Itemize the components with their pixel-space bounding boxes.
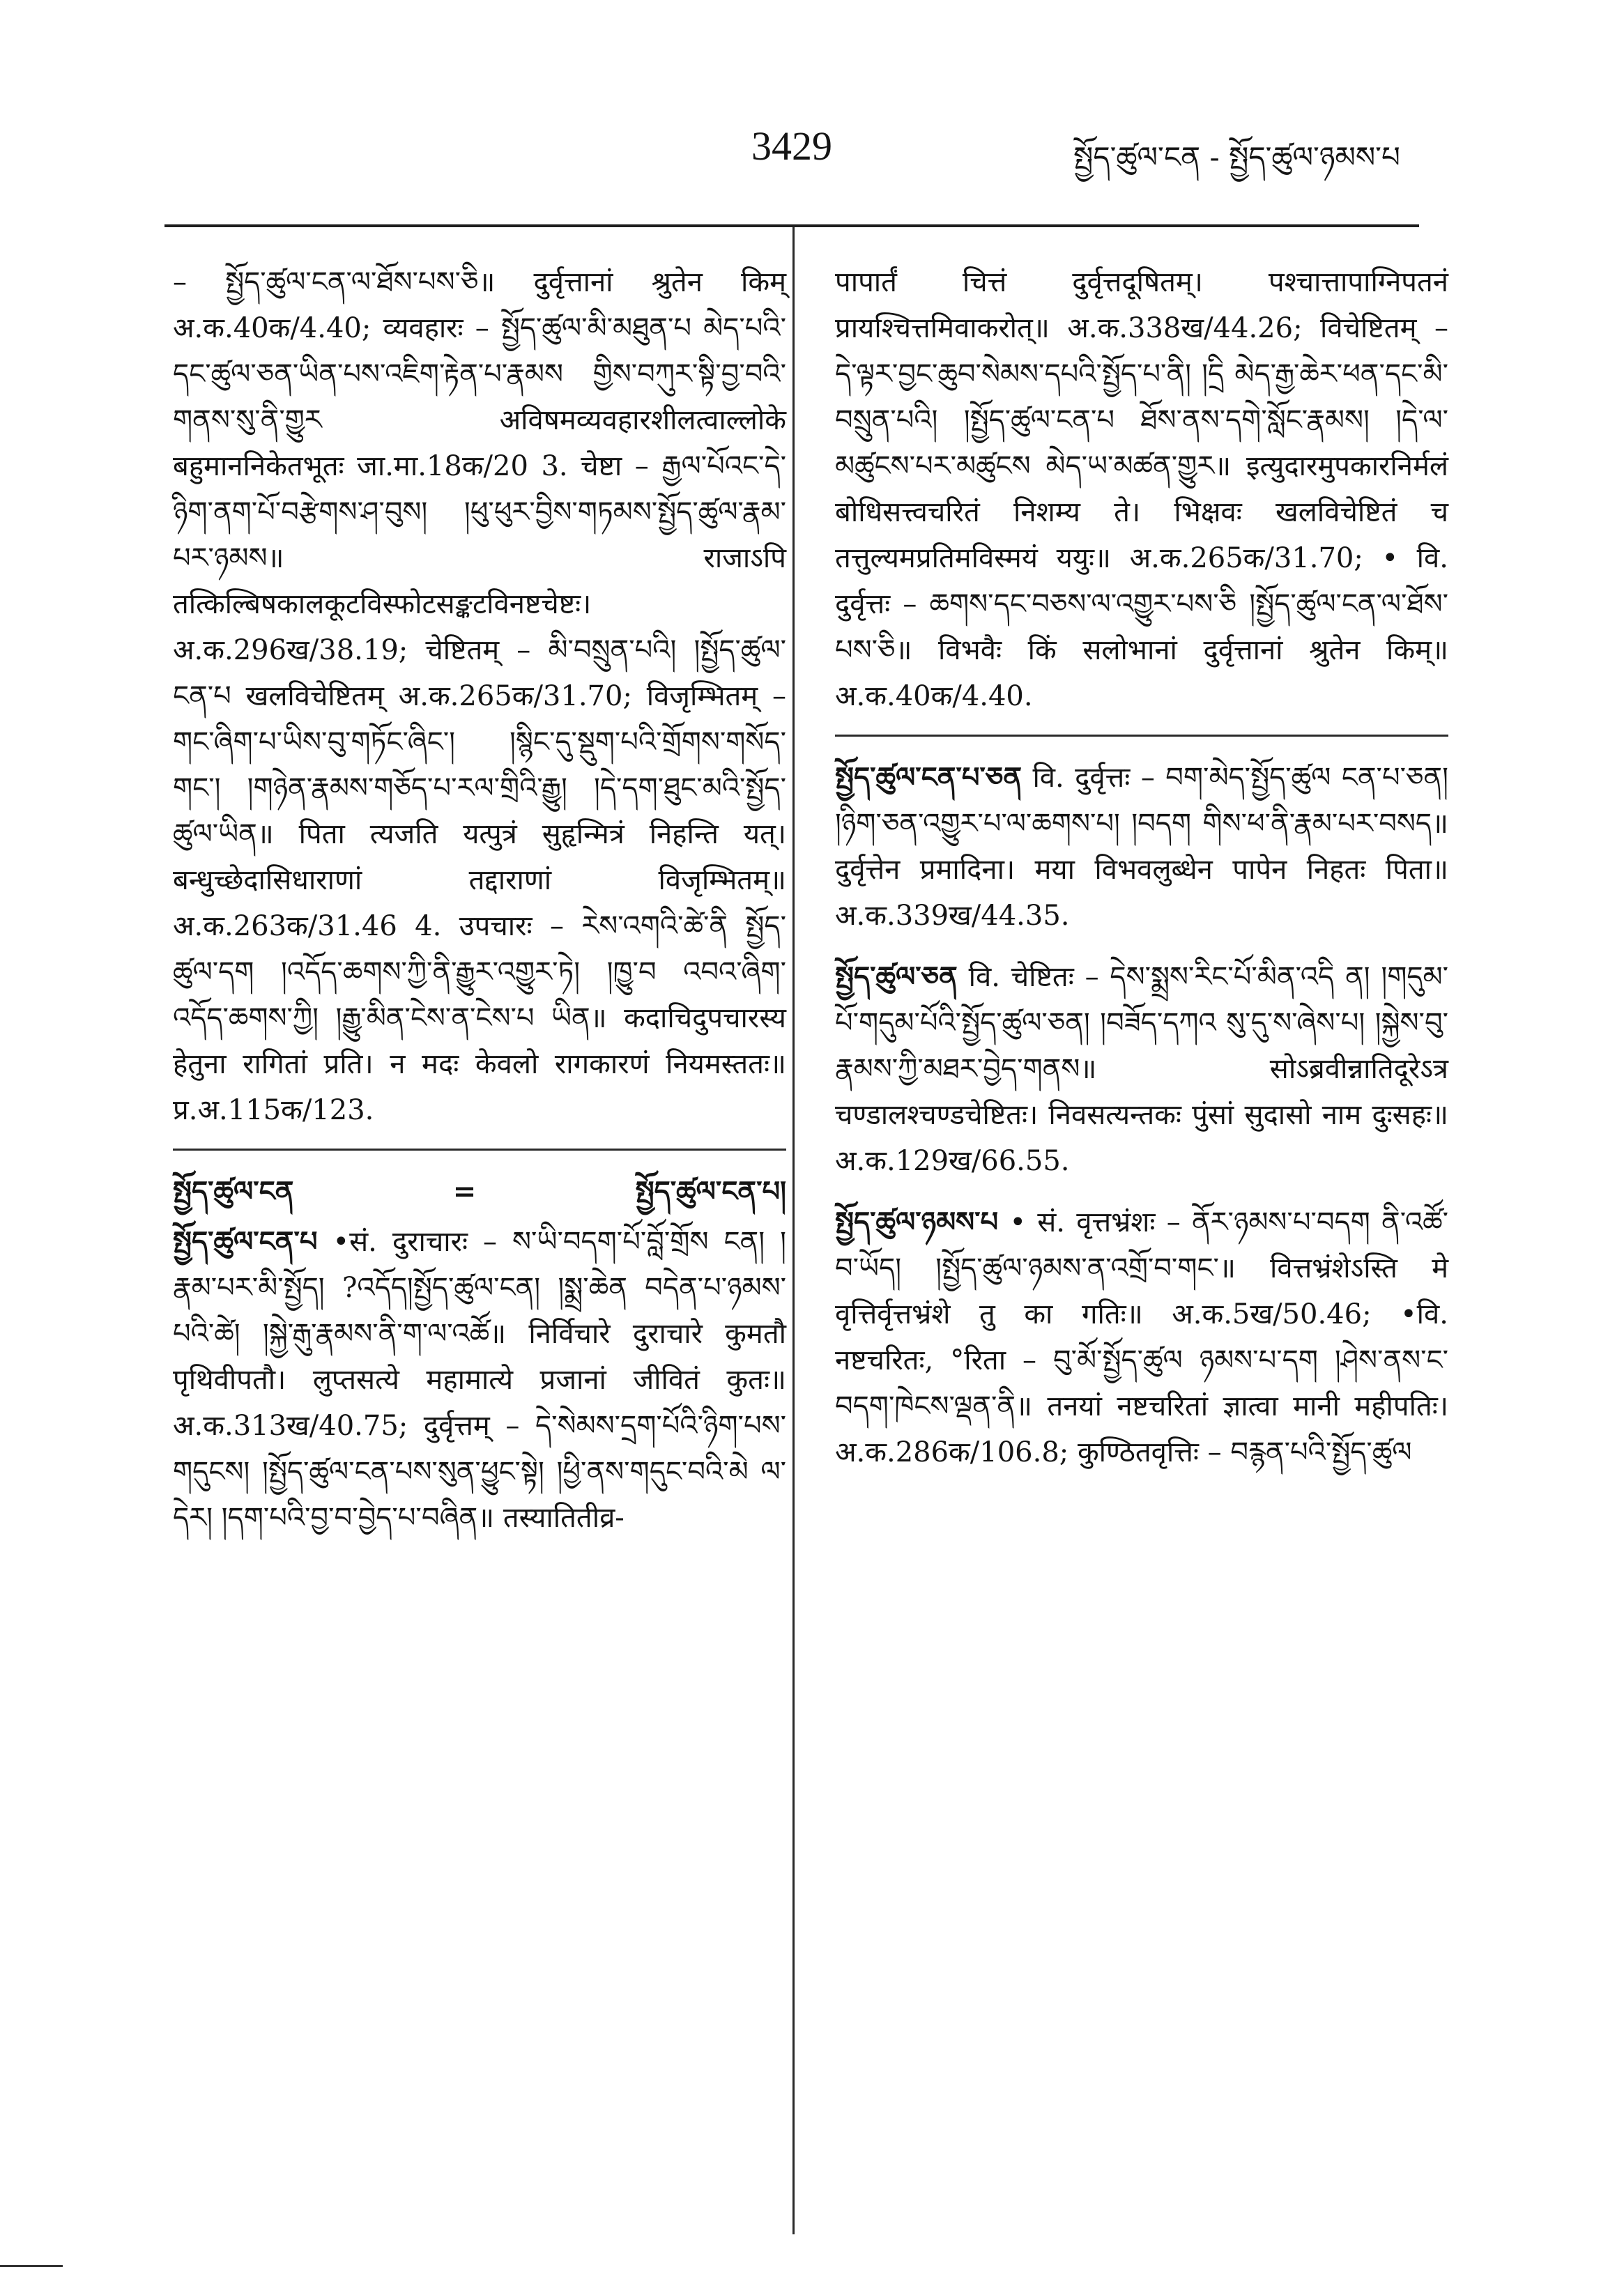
entry-text: – སྤྱོད་ཚུལ་ངན་ལ་ཐོས་པས་ཅི॥ दुर्वृत्तानां श्रुतेन किम् अ.क.40क/4.40; व्यवहारः – སྤྱོད་ཚུལ་མི་མཐུན་པ མེད་པའི་དང་ཚུལ་ཅན་ཡིན་པས་འཇིག་རྟེན་པ་རྣམས གྱིས་བཀུར་སྟི་བྱ་བའི་གནས་སུ་ནི་གྱུར अविषमव्यवहारशीलत्वाल्लोके बहुमाननिकेतभूतः जा.मा.18क/20 3. चेष्टा – རྒྱལ་པོའང་དེ་ཉིག་ནག་པོ་བརྩེགས་ཤ་བུས། །ཕུ་ཕུར་བྱིས་གཏམས་སྤྱོད་ཚུལ་རྣམ་པར་ཉམས॥ राजाऽपि तत्किल्बिषकालकूटविस्फोटसङ्कटविनष्टचेष्टः। अ.क.296ख/38.19; चेष्टितम् – མི་བསྲུན་པའི། །སྤྱོད་ཚུལ་ངན་པ खलविचेष्टितम् अ.क.265क/31.70; विजृम्भितम् – གང་ཞིག་པ་ཡིས་བུ་གཏོང་ཞིང་། །སྙིང་དུ་སྡུག་པའི་གྲོགས་གསོད་གང་། །གཉེན་རྣམས་གཅོད་པ་རལ་གྲིའི་རྒྱུ། །དེ་དག་ཐུང་མའི་སྤྱོད་ཚུལ་ཡིན॥ पिता त्यजति यत्पुत्रं सुहृन्मित्रं निहन्ति यत्। बन्धुच्छेदासिधाराणां तद्दाराणां विजृम्भितम्॥ अ.क.263क/31.46 4. उपचारः – རེས་འགའི་ཚེ་ནི སྤྱོད་ཚུལ་དག །འདོད་ཆགས་ཀྱི་ནི་རྒྱུར་འགྱུར་ཏེ། །ཁྱུ་བ འབའ་ཞིག་འདོད་ཆགས་ཀྱི། །རྒྱུ་མིན་ངེས་ན་ངེས་པ ཡིན॥ कदाचिदुपचारस्य हेतुना रागितां प्रति। न मदः केवलो रागकारणं नियमस्ततः॥ प्र.अ.115क/123.: [173, 266, 786, 1126]
entry-headword: སྤྱོད་ཚུལ་ངན་པ་ཅན: [835, 761, 1022, 794]
entry-body: [835, 755, 1448, 939]
dictionary-entry: [835, 259, 1448, 719]
entry-text: पापार्तं चित्तं दुर्वृत्तदूषितम्। पश्चात्तापाग्निपतनं प्रायश्चित्तमिवाकरोत्॥ अ.क.338ख/44.26; विचेष्टितम् – དེ་ལྟར་བྱང་ཆུབ་སེམས་དཔའི་སྤྱོད་པ་ནི། །དྲི མེད་རྒྱ་ཆེར་ཕན་དང་མི་བསྲུན་པའི། །སྤྱོད་ཚུལ་ངན་པ ཐོས་ནས་དགེ་སློང་རྣམས། །དེ་ལ་མཚུངས་པར་མཚུངས མེད་ཡ་མཚན་གྱུར॥ इत्युदारमुपकारनिर्मलं बोधिसत्त्वचरितं निशम्य ते। भिक्षवः खलविचेष्टितं च तत्तुल्यमप्रतिमविस्मयं ययुः॥ अ.क.265क/31.70; • वि. दुर्वृत्तः – ཆགས་དང་བཅས་ལ་འགྱུར་པས་ཅི །སྤྱོད་ཚུལ་ངན་ལ་ཐོས་པས་ཅི॥ विभवैः किं सलोभानां दुर्वृत्तानां श्रुतेन किम्॥ अ.क.40क/4.40.: [835, 266, 1448, 712]
entry-text: वि. दुर्वृत्तः – བག་མེད་སྤྱོད་ཚུལ ངན་པ་ཅན། །ཉིག་ཅན་འགྱུར་པ་ལ་ཆགས་པ། །བདག གིས་ཕ་ནི་རྣམ་པར་བསད॥ दुर्वृत्तेन प्रमादिना। मया विभवलुब्धेन पापेन निहतः पिता॥ अ.क.339ख/44.35.: [835, 762, 1448, 932]
scan-artifact: [0, 2265, 63, 2267]
entry-body: [835, 954, 1448, 1184]
dictionary-entry: [173, 259, 786, 1133]
entry-text: वि. चेष्टितः – དེས་སྨྲས་རིང་པོ་མིན་འདི ན། །གདུམ་པོ་གདུམ་པོའི་སྤྱོད་ཚུལ་ཅན། །བཟོད་དཀའ སུ་དུ་ས་ཞེས་པ། །སྐྱེས་བུ་རྣམས་ཀྱི་མཐར་བྱེད་གནས॥ सोऽब्रवीन्नातिदूरेऽत्र चण्डालश्चण्डचेष्टितः। निवसत्यन्तकः पुंसां सुदासो नाम दुःसहः॥ अ.क.129ख/66.55.: [835, 961, 1448, 1177]
cross-reference: [173, 1169, 786, 1215]
page-number: 3429: [751, 123, 832, 169]
header-rule: [164, 224, 1419, 227]
entry-headword: སྤྱོད་ཚུལ་ངན་པ: [173, 1225, 318, 1258]
crossref-headword: སྤྱོད་ཚུལ་ངན: [173, 1175, 294, 1208]
entry-text: •सं. दुराचारः – ས་ཡི་བདག་པོ་བློ་གྲོས ངན། །རྣམ་པར་མི་སྤྱོད། ?འདོད།སྤྱོད་ཚུལ་ངན། །སྨྲ་ཆེན བདེན་པ་ཉམས་པའི་ཚེ། །སྐྱེ་རྒུ་རྣམས་ནི་ག་ལ་འཚོ॥ निर्विचारे दुराचारे कुमतौ पृथिवीपतौ। लुप्तसत्ये महामात्ये प्रजानां जीवितं कुतः॥ अ.क.313ख/40.75; दुर्वृत्तम् – དེ་སེམས་དྲག་པོའི་ཉིག་པས་གདུངས། །སྤྱོད་ཚུལ་ངན་པས་སུན་ཕྱུང་སྟེ། །ཕྱི་ནས་གདུང་བའི་མེ ལ་དེར། །དག་པའི་བྱ་བ་བྱེད་པ་བཞིན॥ तस्यातितीव्र-: [173, 1226, 786, 1534]
entry-body: [835, 1199, 1448, 1475]
left-column: [173, 259, 786, 1556]
entry-separator: [173, 1149, 786, 1151]
column-divider: [792, 227, 795, 2234]
running-head: སྤྱོད་ཚུལ་ངན - སྤྱོད་ཚུལ་ཉམས་པ: [1073, 140, 1400, 174]
dictionary-entry: [835, 954, 1448, 1184]
entry-headword: སྤྱོད་ཚུལ་ཅན: [835, 960, 958, 993]
dictionary-entry: [835, 755, 1448, 939]
entry-separator: [835, 735, 1448, 737]
dictionary-entry: [835, 1199, 1448, 1475]
entry-text: • सं. वृत्तभ्रंशः – ནོར་ཉམས་པ་བདག ནི་འཚོ་བ་ཡོད། །སྤྱོད་ཚུལ་ཉམས་ན་འགྲོ་བ་གང་॥ वित्तभ्रंशेऽस्ति मे वृत्तिर्वृत्तभ्रंशे तु का गतिः॥ अ.क.5ख/50.46; •वि. नष्टचरितः, °रिता – བུ་མོ་སྤྱོད་ཚུལ ཉམས་པ་དག །ཤེས་ནས་ང་བདག་ཁེངས་ལྡན་ནི॥ तनयां नष्टचरितां ज्ञात्वा मानी महीपतिः। अ.क.286क/106.8; कुण्ठितवृत्तिः – བརྙན་པའི་སྤྱོད་ཚུལ: [835, 1206, 1449, 1468]
crossref-target: སྤྱོད་ཚུལ་ངན་པ།: [635, 1175, 786, 1208]
right-column: [835, 259, 1448, 1491]
entry-headword: སྤྱོད་ཚུལ་ཉམས་པ: [835, 1206, 999, 1238]
entry-body: [173, 1219, 786, 1541]
dictionary-entry: [173, 1219, 786, 1541]
crossref-equals: =: [452, 1175, 477, 1208]
